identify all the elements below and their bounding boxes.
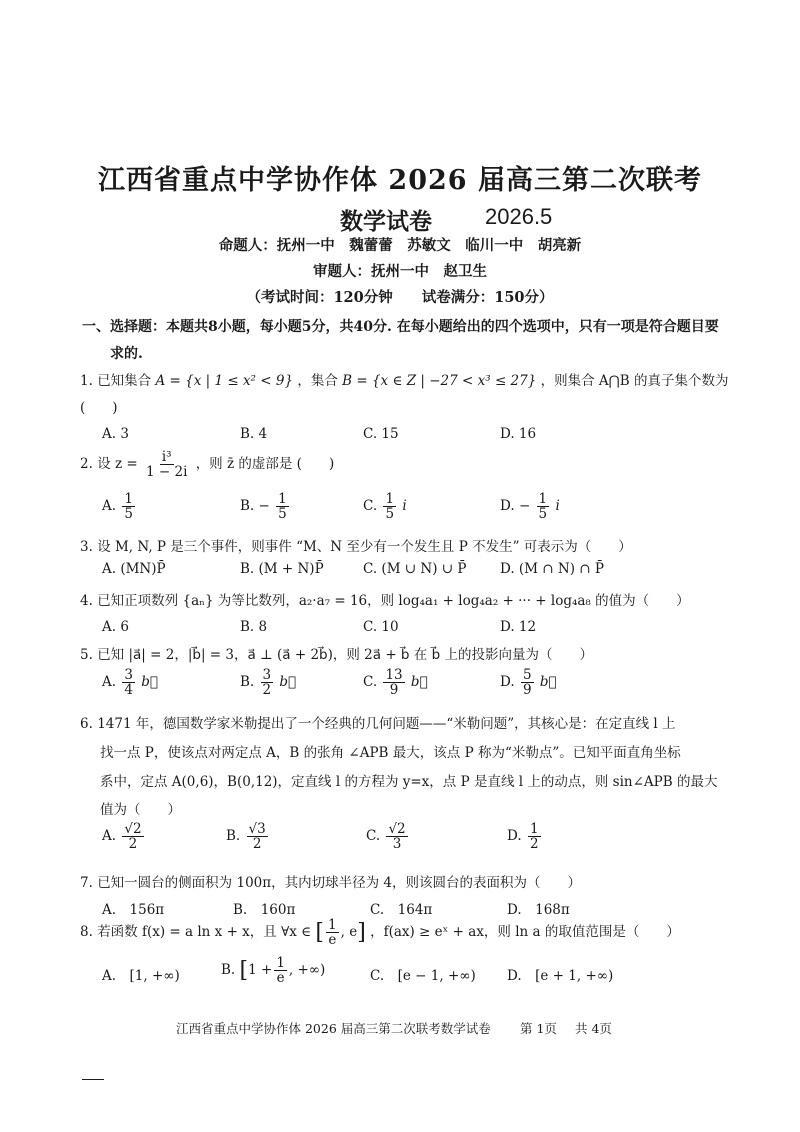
denominator: 9 — [522, 682, 532, 699]
question-number: 7. — [80, 875, 93, 891]
denominator: 5 — [124, 506, 133, 523]
question-8 — [80, 918, 680, 947]
question-text: ，则 z̄ 的虚部是 ( ) — [195, 456, 335, 473]
option-d — [500, 668, 557, 697]
fraction — [261, 668, 274, 697]
fraction — [521, 668, 534, 697]
option-letter: B. — [221, 962, 236, 979]
option-letter: B. — [240, 674, 255, 691]
denominator: 5 — [538, 506, 548, 523]
numerator: 1 — [124, 491, 133, 507]
option-letter: B. — [226, 828, 241, 845]
option-suffix: i — [402, 498, 407, 515]
question-text: 1471 年，德国数学家米勒提出了一个经典的几何问题——“米勒问题”，其核心是：在定直线 l 上 — [97, 716, 676, 732]
numerator: √2 — [388, 821, 406, 837]
option-d: D. (M ∩ N) ∩ P̄ — [500, 561, 604, 577]
question-4 — [80, 589, 690, 609]
question-6 — [80, 712, 676, 732]
option-a: A. 3 — [102, 426, 129, 442]
option-letter: A. — [102, 828, 117, 845]
fraction — [122, 668, 135, 697]
option-letter: D. — [507, 828, 522, 845]
option-suffix: i — [555, 498, 560, 515]
fraction — [383, 492, 396, 521]
exam-title: 江西省重点中学协作体 2026 届高三第二次联考 — [98, 165, 702, 196]
question-1 — [80, 369, 728, 389]
question-number: 4. — [80, 593, 93, 609]
option-c — [366, 822, 410, 851]
section-heading-cont: 求的. — [110, 346, 143, 362]
question-number: 2. — [80, 456, 93, 473]
option-letter: C. — [363, 674, 378, 691]
question-text: ，则集合 A⋂B 的真子集个数为 — [540, 373, 729, 389]
right-bracket: ] — [357, 920, 366, 946]
option-a — [102, 492, 137, 521]
option-c — [363, 492, 407, 521]
denominator: 5 — [278, 506, 287, 523]
option-letter: B. — [240, 498, 255, 515]
numerator: 13 — [385, 667, 403, 683]
fraction — [276, 492, 289, 521]
question-number: 3. — [80, 539, 93, 555]
denominator: 4 — [124, 682, 133, 699]
subject-title: 数学试卷 — [340, 208, 432, 235]
denominator: 9 — [389, 682, 399, 699]
option-text: , +∞) — [288, 962, 326, 979]
exam-date: 2026.5 — [485, 204, 553, 229]
fraction — [247, 822, 268, 851]
option-a: A. (MN)P̄ — [102, 561, 166, 577]
option-d: D. [e + 1, +∞) — [507, 968, 614, 984]
option-a: A. 6 — [102, 619, 129, 635]
question-number: 1. — [80, 373, 93, 389]
option-suffix: b⃗ — [279, 674, 297, 691]
option-letter: A. — [102, 498, 117, 515]
fraction — [122, 492, 135, 521]
numerator: i³ — [161, 449, 172, 465]
question-6-line2: 找一点 P，使该点对两定点 A，B 的张角 ∠APB 最大，该点 P 称为“米勒点”。已知平面直角坐标 — [100, 745, 681, 761]
option-b — [240, 492, 291, 521]
option-text: 1 + — [248, 962, 273, 979]
option-a — [102, 822, 146, 851]
question-number: 8. — [80, 924, 93, 941]
question-text: 已知集合 — [97, 373, 152, 389]
option-c: C. 164π — [370, 902, 433, 918]
question-2 — [80, 450, 334, 479]
exam-info-line: （考试时间：120分钟 试卷满分：150分） — [246, 289, 554, 306]
option-b — [240, 668, 296, 697]
option-c — [363, 668, 428, 697]
option-letter: D. — [500, 498, 515, 515]
option-c: C. (M ∪ N) ∪ P̄ — [363, 561, 467, 577]
option-sign: − — [518, 498, 531, 515]
fraction — [122, 822, 143, 851]
set-a: A = {x | 1 ≤ x² < 9} — [155, 373, 294, 389]
question-text: ，f(ax) ≥ eˣ + ax，则 ln a 的取值范围是（ ） — [370, 924, 680, 941]
fraction — [528, 822, 541, 851]
option-suffix: b⃗ — [410, 674, 428, 691]
interval-end: , e — [340, 924, 358, 941]
denominator: e — [276, 970, 285, 987]
question-text: 已知一圆台的侧面积为 100π，其内切球半径为 4，则该圆台的表面积为（ ） — [97, 875, 581, 891]
set-b: B = {x ∈ Z | −27 < x³ ≤ 27} — [342, 373, 537, 389]
option-letter: C. — [363, 498, 378, 515]
option-b: B. 8 — [240, 619, 268, 635]
page-total: 共 4页 — [575, 1021, 612, 1036]
option-suffix: b⃗ — [539, 674, 557, 691]
left-bracket: [ — [239, 958, 249, 984]
denominator: e — [328, 932, 337, 949]
option-d: D. 12 — [500, 619, 537, 635]
option-letter: C. — [366, 828, 381, 845]
question-number: 6. — [80, 716, 93, 732]
option-b: B. 160π — [233, 902, 296, 918]
denominator: 2 — [529, 836, 539, 853]
question-text: 已知 |a⃗| = 2，|b⃗| = 3，a⃗ ⊥ (a⃗ + 2b⃗)，则 2a⃗ + b⃗ 在 b⃗ 上的投影向量为（ ） — [97, 647, 593, 663]
question-text: 已知正项数列 {aₙ} 为等比数列，a₂·a₇ = 16，则 log₄a₁ + log₄a₂ + ··· + log₄a₈ 的值为（ ） — [97, 593, 690, 609]
option-d: D. 16 — [500, 426, 537, 442]
question-text: 若函数 f(x) = a ln x + x，且 ∀x ∈ — [97, 924, 312, 941]
option-a: A. 156π — [102, 902, 165, 918]
question-7 — [80, 871, 581, 891]
option-d — [507, 822, 543, 851]
option-d — [500, 492, 560, 521]
question-6-line4: 值为（ ） — [100, 802, 181, 818]
option-c: C. [e − 1, +∞) — [370, 968, 476, 984]
option-sign: − — [258, 498, 270, 515]
question-number: 5. — [80, 647, 93, 663]
denominator: 2 — [128, 836, 138, 853]
option-b: B. 4 — [240, 426, 268, 442]
section-heading: 一、选择题：本题共8小题，每小题5分，共40分. 在每小题给出的四个选项中，只有一项是符合题目要 — [82, 319, 719, 335]
option-a — [102, 668, 158, 697]
option-b — [226, 822, 270, 851]
fraction — [383, 668, 404, 697]
numerator: 3 — [124, 667, 133, 683]
answer-paren: ( ) — [80, 400, 118, 416]
option-b — [221, 956, 325, 985]
numerator: √2 — [124, 821, 142, 837]
question-text: 设 z = — [97, 456, 138, 473]
option-d: D. 168π — [507, 902, 570, 918]
fraction — [326, 918, 339, 947]
option-c: C. 15 — [363, 426, 399, 442]
numerator: 3 — [262, 667, 272, 683]
denominator: 2 — [262, 682, 272, 699]
numerator: 1 — [529, 821, 539, 837]
option-suffix: b⃗ — [141, 674, 158, 691]
fraction — [144, 450, 189, 479]
question-text: 设 M, N, P 是三个事件，则事件 “M、N 至少有一个发生且 P 不发生” 可表示为（ ） — [97, 539, 632, 555]
footer-title: 江西省重点中学协作体 2026 届高三第二次联考数学试卷 — [176, 1021, 491, 1036]
authors-line: 命题人：抚州一中 魏蕾蕾 苏敏文 临川一中 胡亮新 — [218, 237, 582, 254]
reviewers-line: 审题人：抚州一中 赵卫生 — [313, 263, 487, 280]
option-c: C. 10 — [363, 619, 399, 635]
denominator: 5 — [385, 506, 395, 523]
numerator: √3 — [248, 821, 266, 837]
numerator: 5 — [522, 667, 532, 683]
margin-dash — [82, 1079, 104, 1080]
question-3 — [80, 535, 632, 555]
option-a: A. [1, +∞) — [102, 968, 180, 984]
option-letter: A. — [102, 674, 117, 691]
fraction — [537, 492, 550, 521]
page-number: 第 1页 — [520, 1021, 557, 1036]
denominator: 2 — [252, 836, 262, 853]
fraction — [386, 822, 407, 851]
question-6-line3: 系中，定点 A(0,6)，B(0,12)，定直线 l 的方程为 y=x，点 P 是直线 l 上的动点，则 sin∠APB 的最大 — [100, 774, 718, 790]
left-bracket: [ — [315, 920, 325, 946]
denominator: 1 − 2i — [146, 464, 188, 481]
numerator: 1 — [538, 491, 548, 507]
question-5 — [80, 643, 593, 663]
numerator: 1 — [276, 955, 285, 971]
option-letter: D. — [500, 674, 515, 691]
numerator: 1 — [328, 917, 337, 933]
numerator: 1 — [278, 491, 287, 507]
numerator: 1 — [385, 491, 395, 507]
question-text: ，集合 — [297, 373, 338, 389]
fraction — [274, 956, 287, 985]
denominator: 3 — [392, 836, 402, 853]
option-b: B. (M + N)P̄ — [240, 561, 324, 577]
